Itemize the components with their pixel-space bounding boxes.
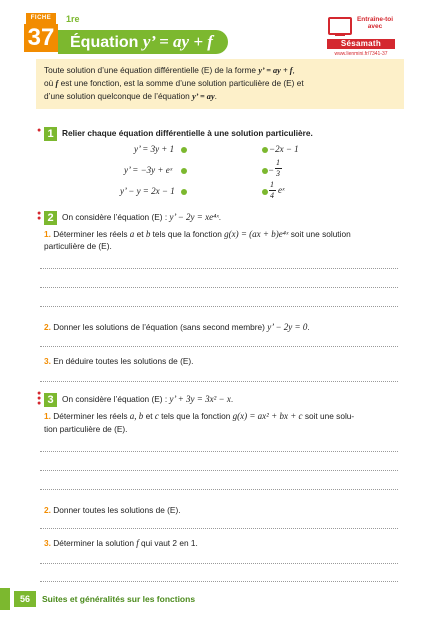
link-dot-left-1[interactable]	[181, 147, 187, 153]
ex1-right-3-den: 4	[270, 191, 274, 200]
monitor-icon	[328, 17, 352, 35]
answer-line[interactable]	[40, 563, 398, 564]
footer-edge	[0, 588, 10, 610]
link-dot-left-2[interactable]	[181, 168, 187, 174]
ex2-q3: 3. En déduire toutes les solutions de (E).	[44, 356, 194, 366]
ex3-q3: 3. Déterminer la solution f qui vaut 2 en 1.	[44, 538, 198, 548]
ex1-left-3: y’ − y = 2x − 1	[120, 186, 175, 196]
ex1-left-2: y’ = −3y + eˣ	[124, 165, 173, 175]
difficulty-dots-1: ●	[37, 127, 42, 134]
chapter-title: Suites et généralités sur les fonctions	[42, 594, 196, 604]
link-dot-right-1[interactable]	[262, 147, 268, 153]
rule-text: Toute solution d’une équation différentielle (E) de la forme y’ = ay + f, où f est une fonction, est la somme d’une solution particulière de (E) et d’une solution quelconque de l’équation y’ = ay.	[44, 65, 304, 101]
answer-line[interactable]	[40, 581, 398, 582]
answer-line[interactable]	[40, 489, 398, 490]
ex1-right-2-den: 3	[276, 169, 280, 178]
sesamath-logo[interactable]: Sésamath	[327, 39, 395, 49]
page-title: Équation y’ = ay + f	[70, 32, 213, 51]
answer-line[interactable]	[40, 470, 398, 471]
ex2-q1: 1. Déterminer les réels a et b tels que la fonction g(x) = (ax + b)e⁴ˣ soit une solution	[44, 229, 351, 239]
sesamath-url[interactable]: www.lienmini.fr/7341-37	[334, 51, 388, 57]
answer-line[interactable]	[40, 306, 398, 307]
ex3-q1-line2: tion particulière de (E).	[44, 424, 128, 434]
monitor-stand-icon	[335, 34, 345, 36]
fiche-number: 37	[24, 24, 58, 52]
ex1-right-3-exp: eˣ	[278, 185, 285, 195]
exercise-number-1: 1	[44, 127, 57, 141]
ex1-right-2-minus: −	[268, 165, 275, 175]
difficulty-dots-2: ● ●	[37, 210, 42, 222]
ex3-q1: 1. Déterminer les réels a, b et c tels que la fonction g(x) = ax² + bx + c soit une solu-	[44, 411, 355, 421]
ex1-left-1: y’ = 3y + 1	[134, 144, 175, 154]
ex3-intro: On considère l’équation (E) : y’ + 3y = 3x² − x.	[62, 394, 234, 404]
answer-line[interactable]	[40, 381, 398, 382]
answer-line[interactable]	[40, 451, 398, 452]
link-dot-left-3[interactable]	[181, 189, 187, 195]
ex3-q2: 2. Donner toutes les solutions de (E).	[44, 505, 181, 515]
answer-line[interactable]	[40, 528, 398, 529]
ex2-intro: On considère l’équation (E) : y’ − 2y = xe⁴ˣ.	[62, 212, 222, 222]
ex1-instruction: Relier chaque équation différentielle à une solution particulière.	[62, 128, 313, 138]
level-badge: 1re	[66, 14, 80, 24]
answer-line[interactable]	[40, 346, 398, 347]
ex1-right-2-num: 1	[276, 158, 280, 167]
page-number: 56	[14, 591, 36, 607]
answer-line[interactable]	[40, 287, 398, 288]
ex1-right-1: −2x − 1	[269, 144, 299, 154]
sesamath-cta[interactable]: Entraîne-toi avec	[356, 16, 394, 30]
fiche-label: FICHE	[26, 13, 56, 24]
ex1-right-3-num: 1	[270, 180, 274, 189]
exercise-number-2: 2	[44, 211, 57, 225]
link-dot-right-3[interactable]	[262, 189, 268, 195]
exercise-number-3: 3	[44, 393, 57, 407]
ex2-q1-line2: particulière de (E).	[44, 241, 112, 251]
ex2-q2: 2. Donner les solutions de l’équation (sans second membre) y’ − 2y = 0.	[44, 322, 310, 332]
difficulty-dots-3: ● ● ●	[37, 390, 42, 407]
answer-line[interactable]	[40, 268, 398, 269]
